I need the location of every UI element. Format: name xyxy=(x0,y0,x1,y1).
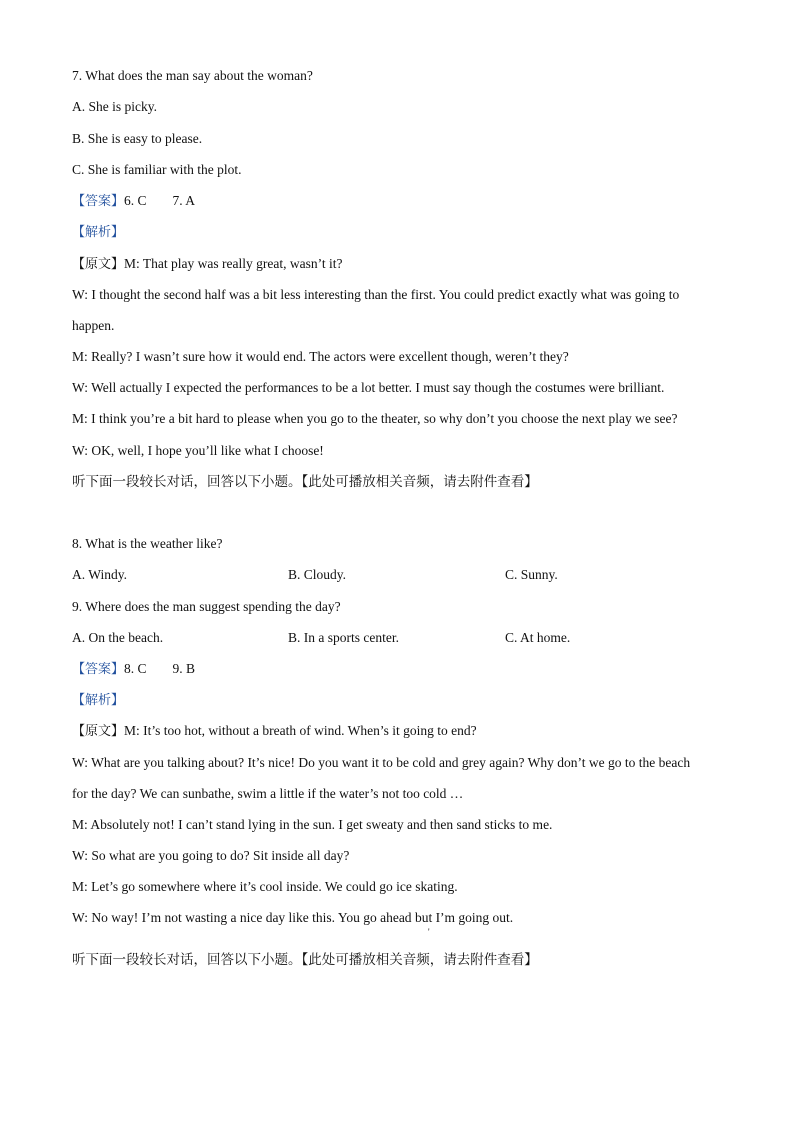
listening-instruction-1: 听下面一段较长对话，回答以下小题。【此处可播放相关音频，请去附件查看】 xyxy=(72,474,538,490)
question-7: 7. What does the man say about the woman? xyxy=(72,68,313,83)
q9-option-c: C. At home. xyxy=(505,630,571,645)
q8-option-b: B. Cloudy. xyxy=(288,567,347,582)
q9-option-b: B. In a sports center. xyxy=(288,630,399,645)
answer-line-1 xyxy=(72,192,195,211)
answer-line-2 xyxy=(72,660,195,679)
answer-7: 7. A xyxy=(172,193,196,208)
q7-option-c: C. She is familiar with the plot. xyxy=(72,162,242,177)
q8-option-c: C. Sunny. xyxy=(505,567,558,582)
transcript-1-line-4: M: Really? I wasn’t sure how it would end. The actors were excellent though, weren’t they? xyxy=(72,349,569,364)
answer-9: 9. B xyxy=(172,661,196,676)
analysis-line-2 xyxy=(72,691,124,710)
transcript-1-line-5: W: Well actually I expected the performances to be a lot better. I must say though the costumes were brilliant. xyxy=(72,380,665,395)
transcript-1-line-6: M: I think you’re a bit hard to please when you go to the theater, so why don’t you choose the next play we see? xyxy=(72,411,678,426)
transcript-2-line-2: W: What are you talking about? It’s nice! Do you want it to be cold and grey again? Why don’t we go to the beach xyxy=(72,755,691,770)
q8-option-a: A. Windy. xyxy=(72,567,127,582)
transcript-2-line-6: M: Let’s go somewhere where it’s cool inside. We could go ice skating. xyxy=(72,879,458,894)
q7-option-a: A. She is picky. xyxy=(72,99,157,114)
transcript-1-line-3: happen. xyxy=(72,318,115,333)
transcript-1-line-2: W: I thought the second half was a bit less interesting than the first. You could predict exactly what was going to xyxy=(72,287,680,302)
stray-comma-mark: ' xyxy=(428,927,430,937)
transcript-2-line-5: W: So what are you going to do? Sit inside all day? xyxy=(72,848,350,863)
question-8: 8. What is the weather like? xyxy=(72,536,223,551)
transcript-2-line-7 xyxy=(72,909,513,927)
transcript-tag: 【原文】 xyxy=(72,257,125,272)
transcript-1-line-1 xyxy=(72,255,342,274)
transcript-tag: 【原文】 xyxy=(72,724,125,739)
transcript-text: M: It’s too hot, without a breath of wind. When’s it going to end? xyxy=(124,723,477,738)
listening-instruction-2: 听下面一段较长对话，回答以下小题。【此处可播放相关音频，请去附件查看】 xyxy=(72,952,538,968)
transcript-text-continued: but I’m going out. xyxy=(411,910,514,925)
answer-tag: 【答案】 xyxy=(72,194,125,209)
transcript-2-line-1 xyxy=(72,722,477,741)
answer-8: 8. C xyxy=(124,661,147,676)
answer-tag: 【答案】 xyxy=(72,662,125,677)
question-9: 9. Where does the man suggest spending the day? xyxy=(72,599,341,614)
transcript-text: W: No way! I’m not wasting a nice day like this. You go ahead xyxy=(72,910,412,925)
q7-option-b: B. She is easy to please. xyxy=(72,131,203,146)
transcript-2-line-4: M: Absolutely not! I can’t stand lying in the sun. I get sweaty and then sand sticks to me. xyxy=(72,817,553,832)
transcript-text: M: That play was really great, wasn’t it? xyxy=(124,256,343,271)
analysis-tag: 【解析】 xyxy=(72,225,125,240)
analysis-line-1 xyxy=(72,223,124,242)
analysis-tag: 【解析】 xyxy=(72,693,125,708)
answer-6: 6. C xyxy=(124,193,147,208)
q9-option-a: A. On the beach. xyxy=(72,630,164,645)
transcript-1-line-7: W: OK, well, I hope you’ll like what I choose! xyxy=(72,443,324,458)
transcript-2-line-3: for the day? We can sunbathe, swim a little if the water’s not too cold … xyxy=(72,786,464,801)
